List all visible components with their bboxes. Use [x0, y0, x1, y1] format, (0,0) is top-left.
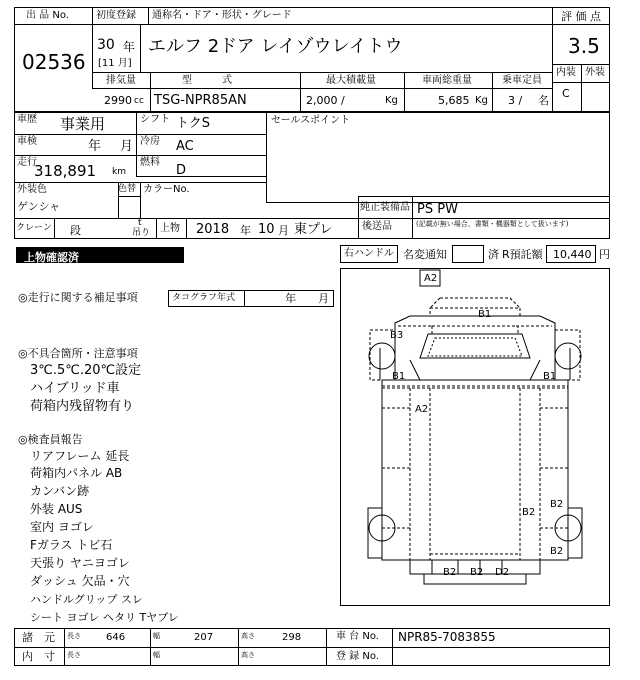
- mileage-unit: km: [112, 167, 126, 177]
- recycle-mark: 済: [488, 248, 499, 261]
- equipment: PS PW: [417, 202, 458, 217]
- crane-ton: t: [138, 218, 142, 228]
- capacity-unit: 名: [538, 94, 549, 107]
- model-code: TSG-NPR85AN: [154, 93, 247, 108]
- inspection-month: 月: [120, 139, 134, 154]
- crane-label: クレーン: [16, 223, 52, 233]
- mileage-label: 走行: [17, 157, 37, 168]
- model-name: エルフ 2ドア レイゾウレイトウ: [148, 36, 403, 57]
- sales-point-label: セールスポイント: [271, 115, 351, 126]
- body-year-unit: 年: [240, 224, 251, 237]
- dims-label: 諸 元: [22, 631, 55, 644]
- defect-item: 3℃.5℃.20℃設定: [30, 363, 142, 378]
- body-maker: 東プレ: [294, 222, 333, 237]
- displacement-unit: cc: [134, 96, 144, 106]
- color-change-label: 色替: [118, 184, 137, 194]
- ext-color-label: 外装色: [17, 184, 47, 195]
- inner-width-label: 幅: [153, 651, 160, 659]
- reg-no-label: 登 録 No.: [336, 651, 379, 662]
- defect-item: ハイブリッド車: [30, 381, 120, 396]
- report-item: ダッシュ 欠品・穴: [30, 574, 130, 588]
- width-label: 幅: [153, 632, 160, 640]
- damage-label: B3: [390, 330, 404, 341]
- report-item: シート ヨゴレ ヘタリ Tヤブレ: [30, 611, 179, 624]
- body-label: 上物: [160, 223, 180, 234]
- exterior-grade-label: 外装: [585, 67, 605, 78]
- damage-label: B2: [443, 567, 457, 578]
- inspection-year: 年: [88, 139, 102, 154]
- report-item: ハンドルグリップ スレ: [30, 593, 143, 606]
- damage-label: A2: [415, 404, 429, 415]
- first-reg-label: 初度登録: [96, 10, 136, 21]
- body-month: 10: [258, 222, 275, 237]
- defect-item: 荷箱内残留物有り: [30, 399, 135, 414]
- damage-label: B2: [522, 507, 536, 518]
- mileage: 318,891: [34, 162, 97, 180]
- steering-side: 右ハンドル: [344, 248, 394, 259]
- first-reg-year: 30: [97, 37, 115, 53]
- capacity-label: 乗車定員: [502, 75, 542, 86]
- retrofit-note: (記載が無い場合、書類・機器類として扱います): [416, 220, 569, 228]
- lot-no: 02536: [22, 50, 86, 74]
- max-load: 2,000 /: [306, 94, 345, 107]
- interior-grade-label: 内装: [556, 67, 576, 78]
- report-item: リアフレーム 延長: [30, 449, 130, 463]
- history-label: 車歴: [17, 114, 37, 125]
- capacity: 3 /: [508, 94, 523, 107]
- damage-label: B2: [550, 499, 564, 510]
- recycle-label: R預託額: [502, 248, 543, 261]
- tachograph-year: 年: [285, 292, 296, 305]
- fuel-label: 燃料: [140, 157, 160, 168]
- recycle-amount: 10,440: [553, 248, 592, 261]
- max-load-label: 最大積載量: [326, 75, 376, 86]
- length-value: 646: [106, 632, 126, 643]
- defects-title: ◎不具合箇所・注意事項: [18, 347, 138, 360]
- score-label: 評 価 点: [561, 10, 601, 23]
- inner-dims-label: 内 寸: [22, 650, 55, 663]
- first-reg-year-unit: 年: [123, 40, 136, 54]
- gross-weight-label: 車両総重量: [422, 75, 472, 86]
- lot-no-label: 出 品 No.: [26, 10, 69, 21]
- report-item: 天張り ヤニヨゴレ: [30, 556, 130, 570]
- report-item: 荷箱内パネル AB: [30, 466, 123, 480]
- report-item: カンバン跡: [30, 484, 90, 498]
- gross-weight-unit: Kg: [475, 95, 488, 106]
- inspector-report-title: ◎検査員報告: [18, 433, 83, 446]
- report-item: 外装 AUS: [30, 502, 83, 516]
- driving-notes-title: ◎走行に関する補足事項: [18, 291, 138, 304]
- damage-label: B1: [543, 371, 557, 382]
- model-code-label: 型 式: [182, 75, 232, 86]
- shift-label: シフト: [140, 114, 170, 125]
- damage-label: B2: [550, 546, 564, 557]
- report-item: Fガラス トビ石: [30, 538, 113, 552]
- recycle-unit: 円: [599, 248, 610, 261]
- height-label: 高さ: [241, 632, 255, 640]
- inner-height-label: 高さ: [241, 651, 255, 659]
- damage-label: B1: [478, 309, 492, 320]
- chassis-no: NPR85-7083855: [398, 630, 496, 644]
- retrofit-label: 後送品: [362, 221, 392, 232]
- body-month-unit: 月: [278, 224, 289, 237]
- height-value: 298: [282, 632, 302, 643]
- damage-label: D2: [495, 567, 510, 578]
- score-value: 3.5: [568, 34, 600, 58]
- body-confirmed-badge: 上物確認済: [16, 247, 184, 263]
- chassis-label: 車 台 No.: [336, 631, 379, 642]
- first-reg-month: [11 月]: [98, 58, 132, 69]
- ac: AC: [176, 139, 194, 154]
- body-year: 2018: [196, 222, 230, 237]
- model-name-label: 通称名・ドア・形状・グレード: [152, 10, 292, 21]
- crane-stage: 段: [70, 224, 81, 237]
- displacement: 2990: [104, 94, 132, 107]
- damage-label: A2: [424, 273, 438, 284]
- interior-grade: C: [562, 87, 570, 100]
- tachograph-label: タコグラフ年式: [172, 293, 236, 303]
- ac-label: 冷房: [140, 136, 160, 147]
- damage-label: B1: [392, 371, 406, 382]
- fuel: D: [176, 163, 187, 178]
- inspection-label: 車検: [17, 136, 37, 147]
- damage-label: B2: [470, 567, 484, 578]
- inner-length-label: 長さ: [67, 651, 81, 659]
- equipment-label: 純正装備品: [360, 202, 410, 213]
- color-code-label: カラーNo.: [143, 184, 190, 195]
- tachograph-month: 月: [318, 292, 329, 305]
- report-item: 室内 ヨゴレ: [30, 520, 94, 534]
- ext-color: ゲンシャ: [17, 200, 61, 213]
- name-change-box: [452, 245, 484, 263]
- history: 事業用: [60, 115, 106, 133]
- displacement-label: 排気量: [106, 75, 136, 86]
- name-change-label: 名変通知: [403, 248, 447, 261]
- gross-weight: 5,685: [438, 94, 470, 107]
- truck-damage-diagram: [340, 268, 610, 606]
- max-load-unit: Kg: [385, 95, 398, 106]
- shift: トクS: [176, 116, 210, 131]
- length-label: 長さ: [67, 632, 81, 640]
- width-value: 207: [194, 632, 214, 643]
- crane-hang: 吊り: [132, 228, 151, 238]
